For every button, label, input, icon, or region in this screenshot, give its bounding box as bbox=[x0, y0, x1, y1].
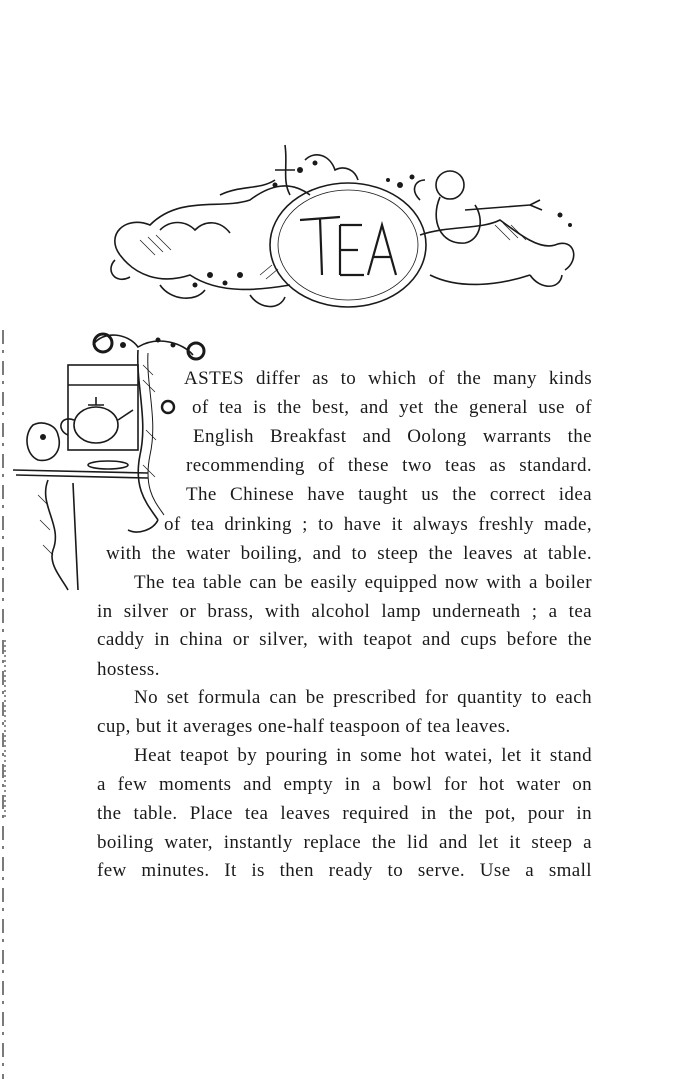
tea-cartouche-illustration bbox=[100, 125, 585, 325]
text-line: in silver or brass, with alcohol lamp underneath ; a tea bbox=[97, 601, 592, 622]
text-line: recommending of these two teas as standard. bbox=[186, 455, 592, 476]
text-line: The tea table can be easily equipped now with a boiler bbox=[134, 572, 592, 593]
text-line: of tea is the best, and yet the general use of bbox=[192, 397, 592, 418]
page-title bbox=[0, 208, 700, 209]
text-line: caddy in china or silver, with teapot and cups before the bbox=[97, 629, 592, 650]
text-line: Heat teapot by pouring in some hot watei, let it stand bbox=[134, 745, 592, 766]
text-line: few minutes. It is then ready to serve. Use a small bbox=[97, 860, 592, 881]
text-line: boiling water, instantly replace the lid and let it steep a bbox=[97, 832, 592, 853]
text-line: hostess. bbox=[97, 659, 160, 680]
scan-edge-marks bbox=[0, 0, 6, 1079]
text-line: No set formula can be prescribed for quantity to each bbox=[134, 687, 592, 708]
text-line: The Chinese have taught us the correct idea bbox=[186, 484, 592, 505]
text-line: the table. Place tea leaves required in the pot, pour in bbox=[97, 803, 592, 824]
text-line: English Breakfast and Oolong warrants the bbox=[193, 426, 592, 447]
text-line: a few moments and empty in a bowl for hot water on bbox=[97, 774, 592, 795]
text-line: ASTES differ as to which of the many kinds bbox=[184, 368, 592, 389]
text-line: with the water boiling, and to steep the leaves at table. bbox=[106, 543, 592, 564]
text-line: cup, but it averages one-half teaspoon of tea leaves. bbox=[97, 716, 511, 737]
text-line: of tea drinking ; to have it always freshly made, bbox=[164, 514, 592, 535]
